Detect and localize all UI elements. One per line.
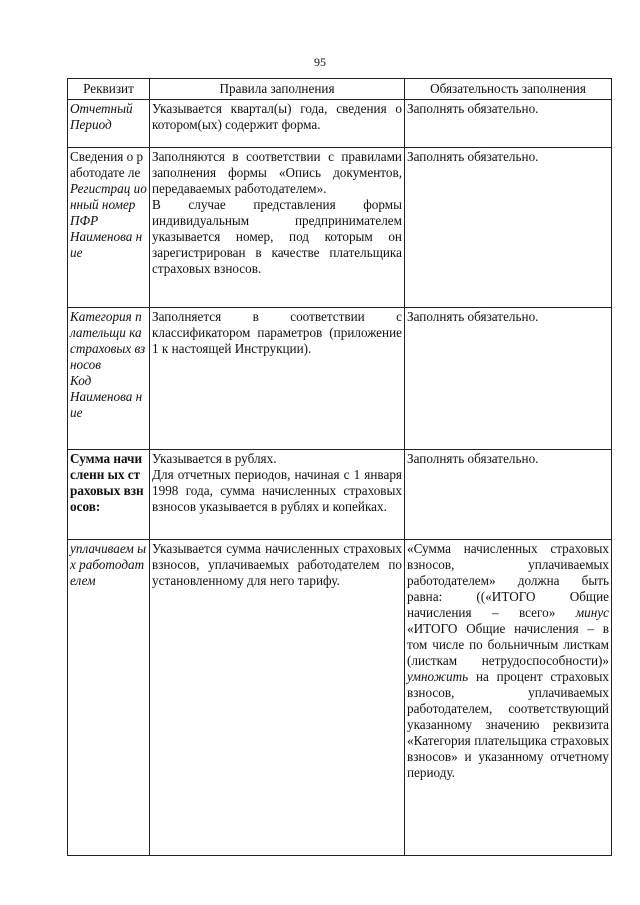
rule-text: В случае представления формы индивидуальным предпринимателем указывается номер, под которым он зарегистрирован в качестве плательщика страховых взносов. [152,197,402,276]
table-row [68,450,612,540]
formula-text: «Сумма начисленных страховых взносов, уплачиваемых работодателем» должна быть равна: ((«ИТОГО Общие начисления – всего» [407,541,609,620]
requisite-cell [68,540,150,856]
rule-text: Указывается в рублях. [152,451,277,466]
obligation-cell [405,540,612,856]
rule-text: Указывается квартал(ы) года, сведения о котором(ых) содержит форма. [152,101,402,132]
table-row [68,148,612,308]
rules-cell [150,148,405,308]
requisite-name: уплачиваем ых работодат елем [70,541,147,588]
table-header-row [68,79,612,100]
rule-text: Заполняется в соответствии с классификатором параметров (приложение 1 к настоящей Инструкции). [152,309,402,356]
requisite-name: Сумма начисленн ых страховых взносов: [70,451,144,514]
header-rules: Правила заполнения [150,79,405,100]
rules-cell [150,100,405,148]
formula-operator-multiply: умножить [407,669,469,684]
requisite-cell [68,148,150,308]
formula-text: на процент страховых взносов, уплачиваемых работодателем, соответствующий указанному значению реквизита «Категория плательщика страховых взносов» и указанному отчетному периоду. [407,669,609,780]
requisite-name: Регистрац ионный номер ПФР [70,181,147,228]
requisite-name: Код [70,373,92,388]
header-obligation: Обязательность заполнения [405,79,612,100]
obligation-cell: Заполнять обязательно. [405,100,612,148]
table-row [68,540,612,856]
obligation-cell: Заполнять обязательно. [405,450,612,540]
formula-text: «ИТОГО Общие начисления – в том числе по больничным листкам (листкам нетрудоспособности)» [407,621,609,668]
table-row [68,100,612,148]
header-requisite: Реквизит [68,79,150,100]
rule-text: Заполняются в соответствии с правилами заполнения формы «Опись документов, передаваемых работодателем». [152,149,402,196]
table-row [68,308,612,450]
formula-operator-minus: минус [575,605,609,620]
obligation-cell: Заполнять обязательно. [405,148,612,308]
rules-cell [150,450,405,540]
obligation-cell: Заполнять обязательно. [405,308,612,450]
requisite-name: Отчетный [70,101,133,116]
rules-table [67,78,612,856]
rule-text: Для отчетных периодов, начиная с 1 января 1998 года, сумма начисленных страховых взносов указывается в рублях и копейках. [152,467,402,514]
requisite-name: Период [70,117,112,132]
requisite-name: Наименова ние [70,389,143,420]
requisite-group-name: Сведения о работодате ле [70,149,144,180]
page-number: 95 [314,55,326,69]
requisite-cell [68,450,150,540]
requisite-cell [68,100,150,148]
requisite-cell [68,308,150,450]
requisite-name: Наименова ние [70,229,143,260]
requisite-name: Категория плательщи ка страховых взносов [70,309,146,372]
rules-cell [150,308,405,450]
rule-text: Указывается сумма начисленных страховых взносов, уплачиваемых работодателем по установленному для него тарифу. [152,541,402,588]
rules-cell [150,540,405,856]
